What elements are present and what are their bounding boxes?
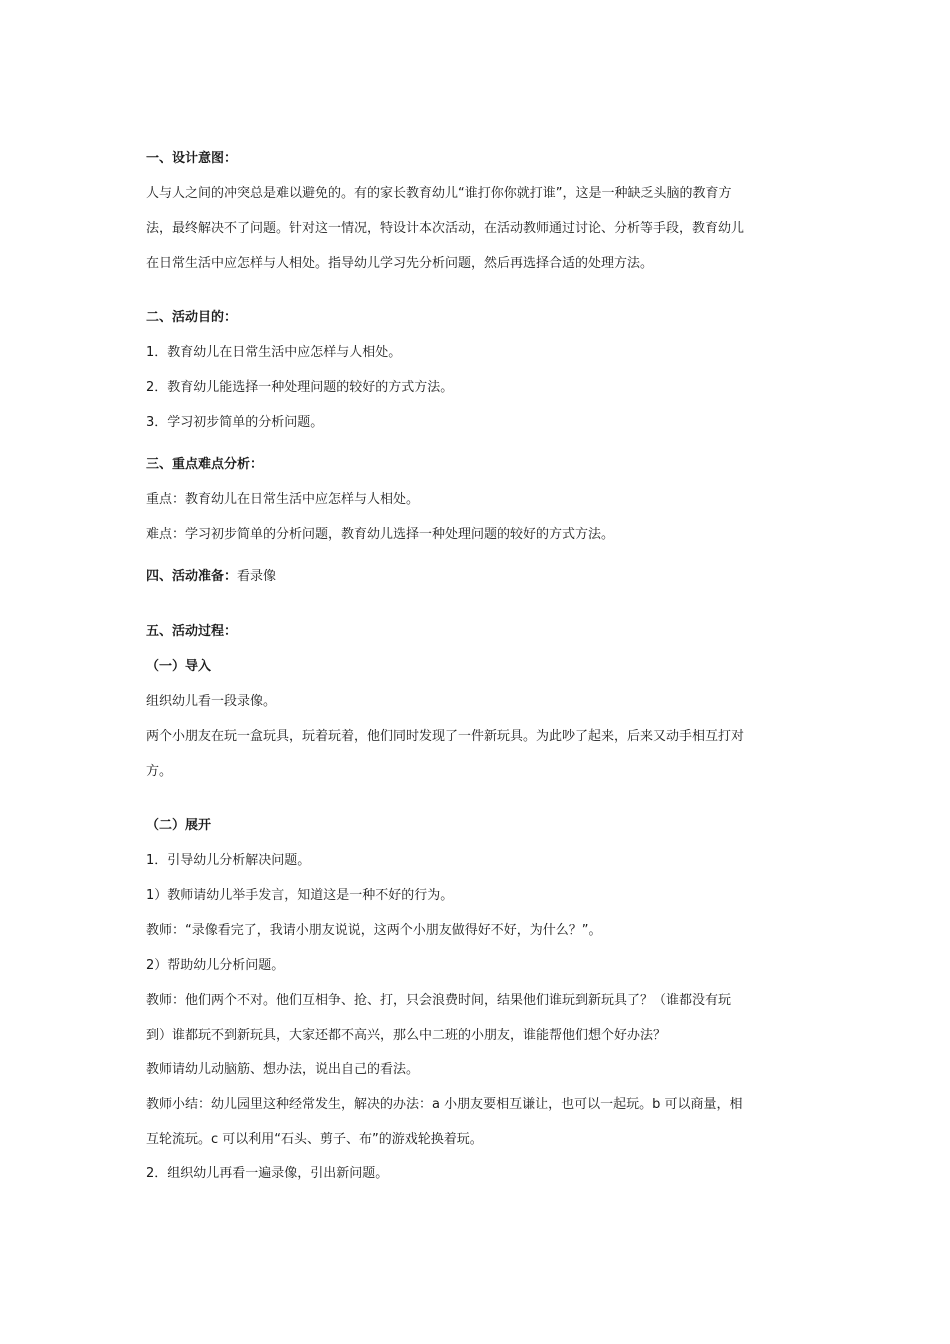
paragraph-line: 在日常生活中应怎样与人相处。指导幼儿学习先分析问题，然后再选择合适的处理方法。 [146,256,654,271]
section-heading-key-points: 三、重点难点分析： [146,457,264,472]
teacher-summary [146,1087,810,1157]
paragraph-line: 方。 [146,764,173,779]
teacher-analysis [146,983,810,1053]
intro-paragraph [146,719,810,789]
section-body-activity-goals [146,342,810,434]
paragraph-line: 教师小结：幼儿园里这种经常发生，解决的办法：a 小朋友要相互谦让，也可以一起玩。b 可以商量，相 [146,1097,743,1112]
paragraph-line: 教师请幼儿动脑筋、想办法，说出自己的看法。 [146,1062,420,1077]
preparation-label: 四、活动准备： [146,569,238,584]
paragraph-line: 互轮流玩。c 可以利用“石头、剪子、布”的游戏轮换着玩。 [146,1132,483,1147]
list-item: 2．教育幼儿能选择一种处理问题的较好的方式方法。 [146,380,454,395]
document-body [146,148,810,1198]
paragraph-line: 人与人之间的冲突总是难以避免的。有的家长教育幼儿“谁打你你就打谁”，这是一种缺乏头脑的教育方 [146,186,732,201]
section-heading-activity-process: 五、活动过程： [146,624,238,639]
section-body-key-points [146,489,810,546]
subsection-heading-intro: （一）导入 [146,659,212,674]
subsection-heading-develop: （二）展开 [146,818,212,833]
section-heading-activity-goals: 二、活动目的： [146,310,238,325]
section-heading-design-intent: 一、设计意图： [146,151,238,166]
paragraph-line: 法，最终解决不了问题。针对这一情况，特设计本次活动，在活动教师通过讨论、分析等手段，教育幼儿 [146,221,745,236]
paragraph-line: 教师：他们两个不对。他们互相争、抢、打，只会浪费时间，结果他们谁玩到新玩具了？（谁都没有玩 [146,993,732,1008]
paragraph-line: 组织幼儿看一段录像。 [146,694,277,709]
paragraph-line: 到）谁都玩不到新玩具，大家还都不高兴，那么中二班的小朋友，谁能帮他们想个好办法？ [146,1028,667,1043]
list-item: 1）教师请幼儿举手发言，知道这是一种不好的行为。 [146,888,454,903]
section-body-design-intent [146,176,810,281]
preparation-value: 看录像 [237,569,277,584]
paragraph-line: 两个小朋友在玩一盒玩具，玩着玩着，他们同时发现了一件新玩具。为此吵了起来，后来又动手相互打对 [146,729,745,744]
list-item: 3．学习初步简单的分析问题。 [146,415,324,430]
list-item: 2）帮助幼儿分析问题。 [146,958,285,973]
section-heading-preparation [146,566,810,588]
develop-body [146,850,810,1185]
list-item: 重点：教育幼儿在日常生活中应怎样与人相处。 [146,492,420,507]
list-item: 2．组织幼儿再看一遍录像，引出新问题。 [146,1166,389,1181]
list-item: 1．引导幼儿分析解决问题。 [146,853,311,868]
list-item: 1．教育幼儿在日常生活中应怎样与人相处。 [146,345,402,360]
list-item: 难点：学习初步简单的分析问题，教育幼儿选择一种处理问题的较好的方式方法。 [146,527,615,542]
paragraph-line: 教师：“录像看完了，我请小朋友说说，这两个小朋友做得好不好，为什么？”。 [146,923,602,938]
